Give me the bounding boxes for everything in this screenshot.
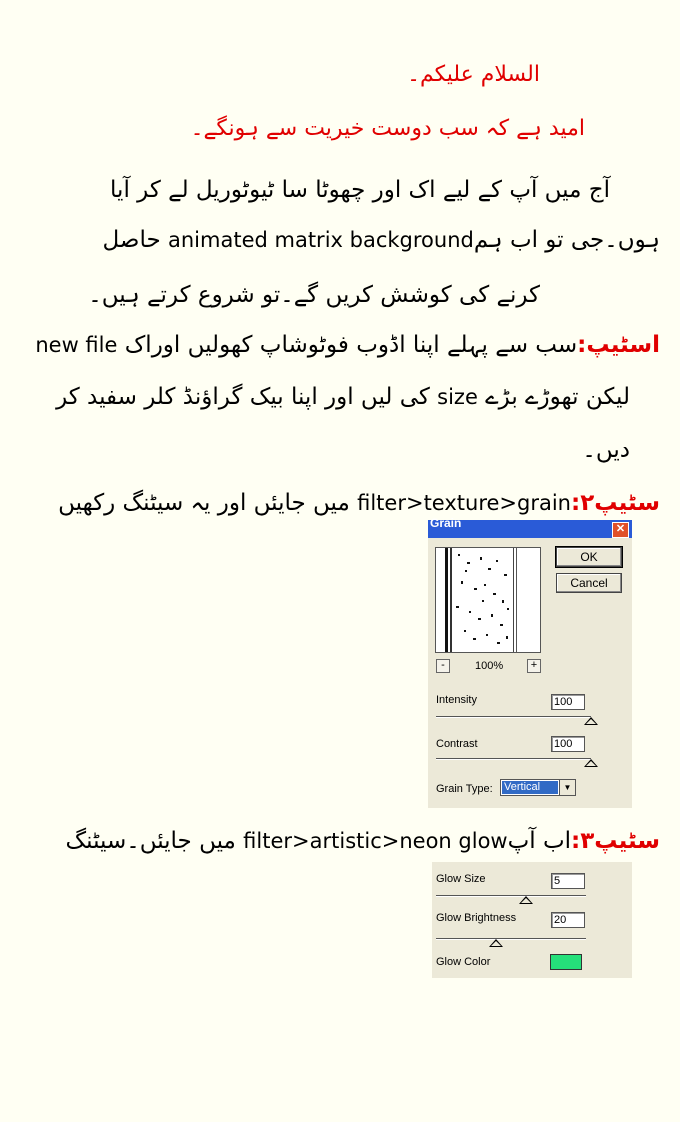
hope-line: امید ہے کہ سب دوست خیریت سے ہونگے۔ <box>190 116 585 141</box>
close-icon[interactable]: ✕ <box>612 522 629 538</box>
glow-size-label: Glow Size <box>436 873 486 885</box>
glow-brightness-label: Glow Brightness <box>436 912 517 924</box>
grain-type-select[interactable] <box>500 779 576 796</box>
glow-brightness-slider-thumb[interactable] <box>489 939 503 947</box>
grain-filter-path: filter>texture>grain <box>357 491 571 515</box>
intensity-input[interactable]: 100 <box>551 694 585 710</box>
glow-color-label: Glow Color <box>436 956 491 968</box>
zoom-out-button[interactable]: - <box>436 659 450 673</box>
ok-button[interactable]: OK <box>556 547 622 567</box>
neon-glow-panel <box>432 862 632 978</box>
chevron-down-icon[interactable]: ▼ <box>559 780 575 795</box>
grain-dialog-title: Grain <box>430 516 462 530</box>
neon-glow-filter-path: filter>artistic>neon glow <box>243 829 508 853</box>
zoom-level: 100% <box>475 660 504 672</box>
glow-size-input[interactable]: 5 <box>551 873 585 889</box>
contrast-slider[interactable] <box>436 758 591 760</box>
grain-preview-image <box>436 548 540 652</box>
intensity-slider-thumb[interactable] <box>584 717 598 725</box>
intro-line-2 <box>30 213 660 267</box>
glow-brightness-slider[interactable] <box>436 938 586 940</box>
contrast-input[interactable]: 100 <box>551 736 585 752</box>
step3-text-a: اب آپ <box>507 828 571 854</box>
step3-line <box>30 814 660 868</box>
intro-line-2-b: حاصل <box>102 227 161 253</box>
step1-line-2-b: کی لیں اور اپنا بیک گراؤنڈ کلر سفید کر <box>56 384 430 410</box>
grain-type-label: Grain Type: <box>436 783 493 795</box>
contrast-slider-thumb[interactable] <box>584 759 598 767</box>
glow-size-slider-thumb[interactable] <box>519 896 533 904</box>
contrast-label: Contrast <box>436 738 478 750</box>
zoom-in-button[interactable]: + <box>527 659 541 673</box>
step1-line <box>30 318 660 372</box>
intro-line-2-a: ہوں۔جی تو اب ہم <box>473 227 660 253</box>
step1-label: اسٹیپ: <box>577 332 660 358</box>
new-file-text: new file <box>35 333 118 357</box>
greeting: السلام علیکم۔ <box>407 62 540 87</box>
grain-dialog-titlebar <box>428 516 632 538</box>
grain-preview <box>435 547 541 653</box>
glow-brightness-input[interactable]: 20 <box>551 912 585 928</box>
glow-size-slider[interactable] <box>436 895 586 897</box>
step3-label: سٹیپ۳: <box>571 828 660 854</box>
step2-text: میں جایئں اور یہ سیٹنگ رکھیں <box>58 490 350 516</box>
step1-line-2 <box>30 370 630 424</box>
size-text: size <box>437 385 478 409</box>
cancel-button[interactable]: Cancel <box>556 573 622 593</box>
step1-text: سب سے پہلے اپنا اڈوب فوٹوشاپ کھولیں اوراک <box>124 332 578 358</box>
intensity-label: Intensity <box>436 694 477 706</box>
intro-line-3: کرنے کی کوشش کریں گے۔تو شروع کرتے ہیں۔ <box>88 282 540 308</box>
grain-type-value: Vertical <box>502 781 558 794</box>
intro-line-1: آج میں آپ کے لیے اک اور چھوٹا سا ٹیوٹوریل لے کر آیا <box>110 177 610 203</box>
step1-line-3: دیں۔ <box>582 437 630 463</box>
glow-color-swatch[interactable] <box>550 954 582 970</box>
step3-text-b: میں جایئں۔سیٹنگ <box>65 828 236 854</box>
step1-line-2-a: لیکن تھوڑے بڑے <box>485 384 630 410</box>
animated-matrix-background-text: animated matrix background <box>168 228 474 252</box>
intensity-slider[interactable] <box>436 716 591 718</box>
grain-dialog <box>428 516 632 808</box>
step2-label: سٹیپ۲: <box>571 490 660 516</box>
